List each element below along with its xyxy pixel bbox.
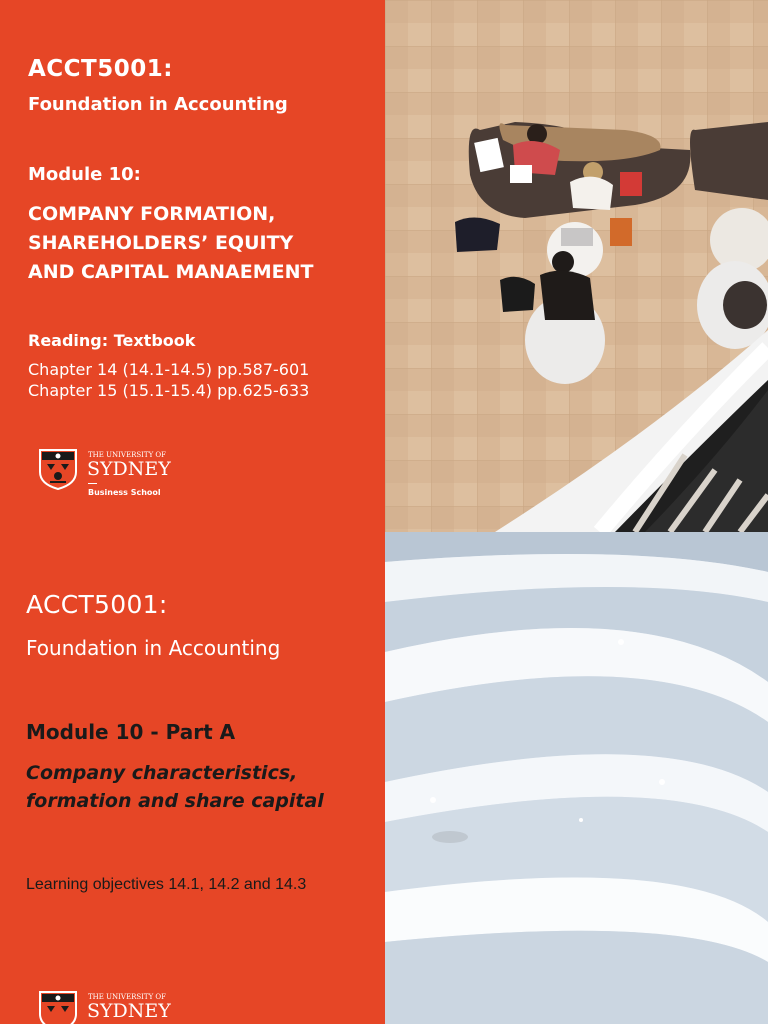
logo-university-of: THE UNIVERSITY OF	[88, 451, 167, 459]
title-panel	[0, 0, 385, 532]
chapter-reference: Chapter 15 (15.1-15.4) pp.625-633	[28, 381, 310, 400]
module-topic	[26, 759, 366, 815]
module-title-line: SHAREHOLDERS’ EQUITY	[28, 232, 294, 254]
module-topic-line: formation and share capital	[26, 790, 324, 812]
atrium-photo-illustration	[385, 532, 768, 1024]
campus-photo-students	[385, 0, 768, 532]
chapter-reference: Chapter 14 (14.1-14.5) pp.587-601	[28, 360, 310, 379]
logo-university-of: THE UNIVERSITY OF	[88, 993, 167, 1001]
logo-sydney: SYDNEY	[87, 1000, 171, 1022]
students-photo-illustration	[385, 0, 768, 532]
title-panel	[0, 532, 385, 1024]
learning-objectives: Learning objectives 14.1, 14.2 and 14.3	[26, 876, 307, 893]
title-slide-2	[0, 532, 768, 1024]
module-title	[28, 200, 378, 287]
module-part: Module 10 - Part A	[26, 720, 236, 744]
campus-photo-atrium	[385, 532, 768, 1024]
university-crest-icon	[38, 990, 78, 1024]
course-code: ACCT5001:	[28, 56, 173, 82]
logo-business-school: Business School	[88, 488, 161, 497]
module-title-line: AND CAPITAL MANAEMENT	[28, 261, 314, 283]
module-number: Module 10:	[28, 164, 141, 185]
university-crest-icon	[38, 448, 78, 490]
module-topic-line: Company characteristics,	[26, 762, 298, 784]
logo-sydney: SYDNEY	[87, 458, 171, 480]
course-code: ACCT5001:	[26, 590, 168, 619]
course-name: Foundation in Accounting	[26, 636, 281, 660]
course-name: Foundation in Accounting	[28, 94, 288, 115]
module-title-line: COMPANY FORMATION,	[28, 203, 276, 225]
reading-label: Reading: Textbook	[28, 331, 196, 350]
logo-divider	[88, 483, 97, 484]
